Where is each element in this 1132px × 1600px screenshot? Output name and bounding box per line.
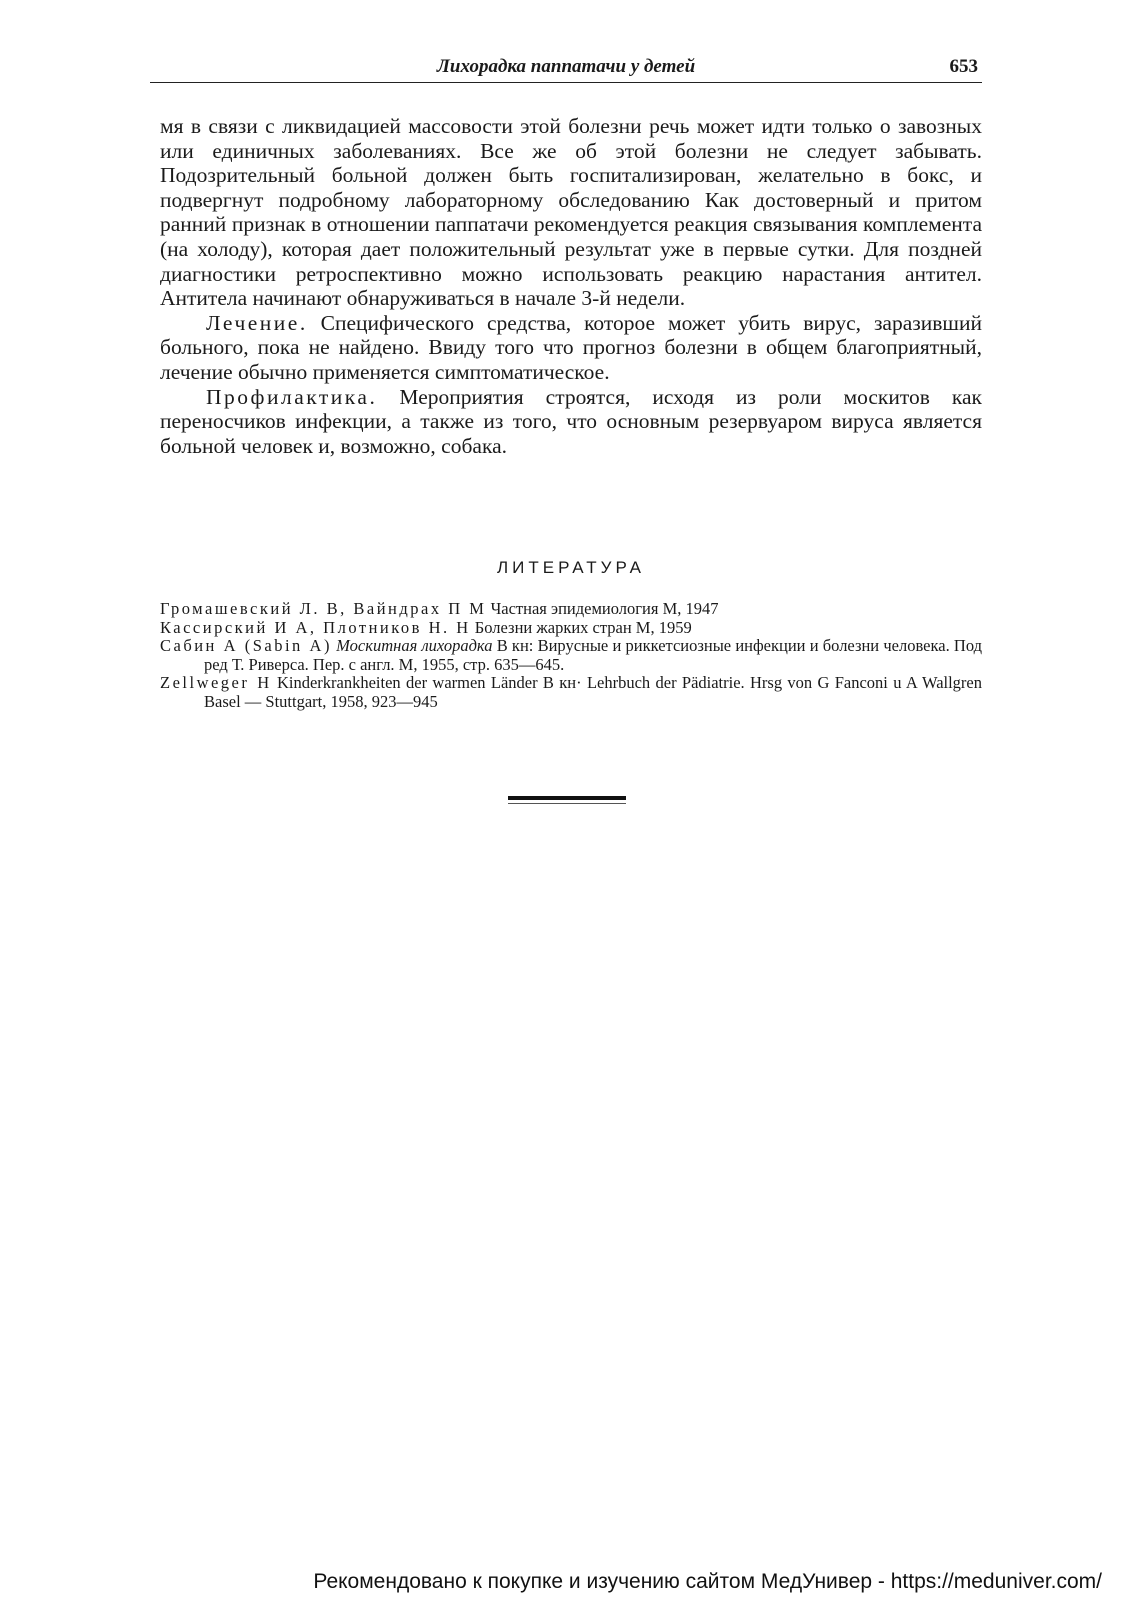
footer-watermark: Рекомендовано к покупке и изучению сайтом МедУнивер - https://meduniver.com/ xyxy=(313,1570,1102,1593)
end-of-chapter-rule xyxy=(508,796,626,804)
prophylaxis-text: Мероприятия строятся, исходя из роли москитов как переносчиков инфекции, а также из того, что основным резервуаром вируса является больной человек и, возможно, собака. xyxy=(160,384,982,458)
paragraph-continuation: мя в связи с ликвидацией массовости этой болезни речь может идти только о завозных или единичных заболеваниях. Все же об этой болезни не следует забывать. Подозрительный больной должен быть госпитализирован, желательно в бокс, и подвергнут подробному лабораторному обследованию Как достоверный и притом ранний признак в отношении паппатачи рекомендуется реакция связывания комплемента (на холоду), которая дает положительный результат уже в первые сутки. Для поздней диагностики ретроспективно можно использовать реакцию нарастания антител. Антитела начинают обнаруживаться в начале 3-й недели. xyxy=(160,114,982,311)
reference-item xyxy=(160,600,982,619)
reference-title: Москитная лихорадка xyxy=(331,636,493,655)
reference-text: Болезни жарких стран М, 1959 xyxy=(470,617,692,637)
treatment-text: Специфического средства, которое может убить вирус, заразивший больного, пока не найдено. Ввиду того что прогноз болезни в общем благоприятный, лечение обычно применяется симптоматическое. xyxy=(160,310,982,384)
reference-authors: Сабин А (Sabin А) xyxy=(160,636,332,655)
paragraph-treatment xyxy=(160,311,982,385)
reference-item xyxy=(160,619,982,638)
literature-heading: ЛИТЕРАТУРА xyxy=(496,558,646,577)
running-header xyxy=(150,56,982,83)
body-text xyxy=(160,114,982,458)
reference-text: В кн: Вирусные и риккетсиозные инфекции и болезни человека. Под ред Т. Риверса. Пер. с англ. М, 1955, стр. 635—645. xyxy=(204,636,982,674)
reference-authors: Кассирский И А, Плотников Н. Н xyxy=(160,617,471,637)
reference-item xyxy=(160,637,982,674)
page-number: 653 xyxy=(949,56,978,77)
reference-text: Kinderkrankheiten der warmen Länder В кн· Lehrbuch der Pädiatrie. Hrsg von G Fanconi u A Wallgren Basel — Stuttgart, 1958, 923—945 xyxy=(204,673,982,711)
paragraph-prophylaxis xyxy=(160,385,982,459)
reference-authors: Zellweger Н xyxy=(160,673,272,692)
reference-list xyxy=(160,600,982,711)
reference-item xyxy=(160,674,982,711)
prophylaxis-heading: Профилактика. xyxy=(206,384,378,409)
reference-authors: Громашевский Л. В, Вайндрах П М xyxy=(160,599,487,618)
running-title: Лихорадка паппатачи у детей xyxy=(436,56,696,77)
reference-text: Частная эпидемиология М, 1947 xyxy=(486,599,719,618)
treatment-heading: Лечение. xyxy=(206,310,308,335)
